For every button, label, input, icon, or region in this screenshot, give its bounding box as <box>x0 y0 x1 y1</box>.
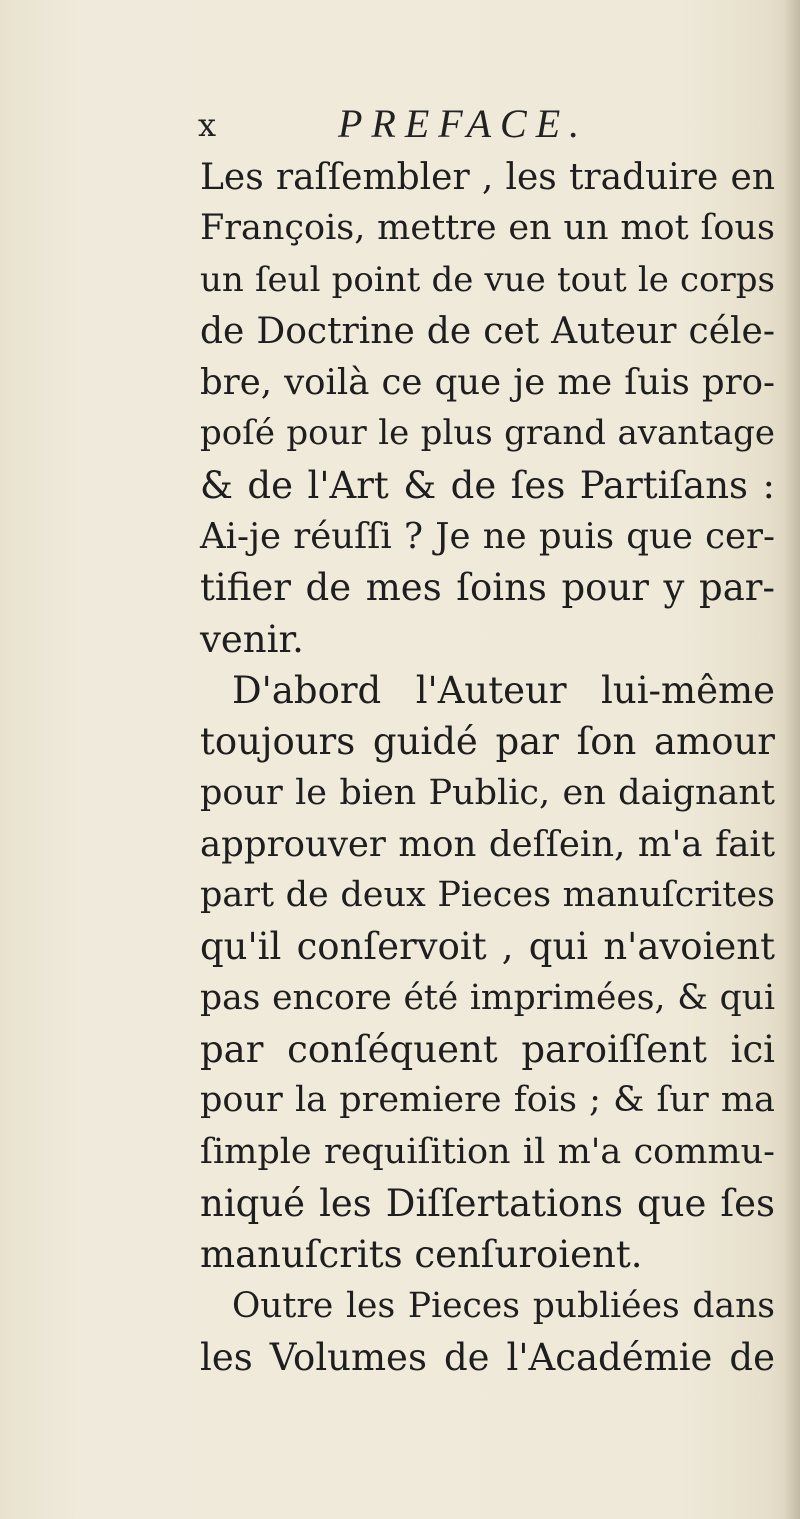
text-line: pas encore été imprimées, & qui <box>200 977 775 1018</box>
text-line: qu'il conſervoit , qui n'avoient <box>200 925 775 969</box>
text-line: toujours guidé par ſon amour <box>200 720 775 764</box>
text-line: approuver mon deſſein, m'a fait <box>200 823 775 865</box>
text-line: venir. <box>200 617 304 661</box>
text-line: niqué les Diſſertations que ſes <box>200 1181 775 1225</box>
text-line: de Doctrine de cet Auteur céle- <box>200 310 775 352</box>
text-line: ſimple requiſition il m'a commu- <box>200 1131 775 1172</box>
page-number: x <box>198 106 217 144</box>
text-line: poſé pour le plus grand avantage <box>200 413 775 454</box>
text-line: par conſéquent paroiſſent ici <box>200 1028 775 1072</box>
text-line: Les raſſembler , les traduire en <box>200 157 775 198</box>
text-line: Outre les Pieces publiées dans <box>232 1285 775 1326</box>
page-header <box>198 100 758 148</box>
text-line: François, mettre en un mot ſous <box>200 208 775 249</box>
text-line: pour la premiere fois ; & ſur ma <box>200 1080 775 1121</box>
text-line: manuſcrits cenſuroient. <box>200 1233 643 1277</box>
body-text <box>200 152 775 1383</box>
text-line: D'abord l'Auteur lui-même <box>232 668 775 712</box>
text-line: & de l'Art & de ſes Partiſans : <box>200 463 775 507</box>
page-edge-shadow <box>784 0 800 1519</box>
text-line: bre, voilà ce que je me ſuis pro- <box>200 362 775 404</box>
text-line: les Volumes de l'Académie de <box>200 1335 775 1379</box>
text-line: un ſeul point de vue tout le corps <box>200 259 775 300</box>
text-line: part de deux Pieces manuſcrites <box>200 875 775 916</box>
text-line: pour le bien Public, en daignant <box>200 772 775 813</box>
running-title: PREFACE. <box>338 101 589 146</box>
text-line: Ai-je réuſſi ? Je ne puis que cer- <box>200 516 775 558</box>
text-line: tifier de mes ſoins pour y par- <box>200 566 775 610</box>
